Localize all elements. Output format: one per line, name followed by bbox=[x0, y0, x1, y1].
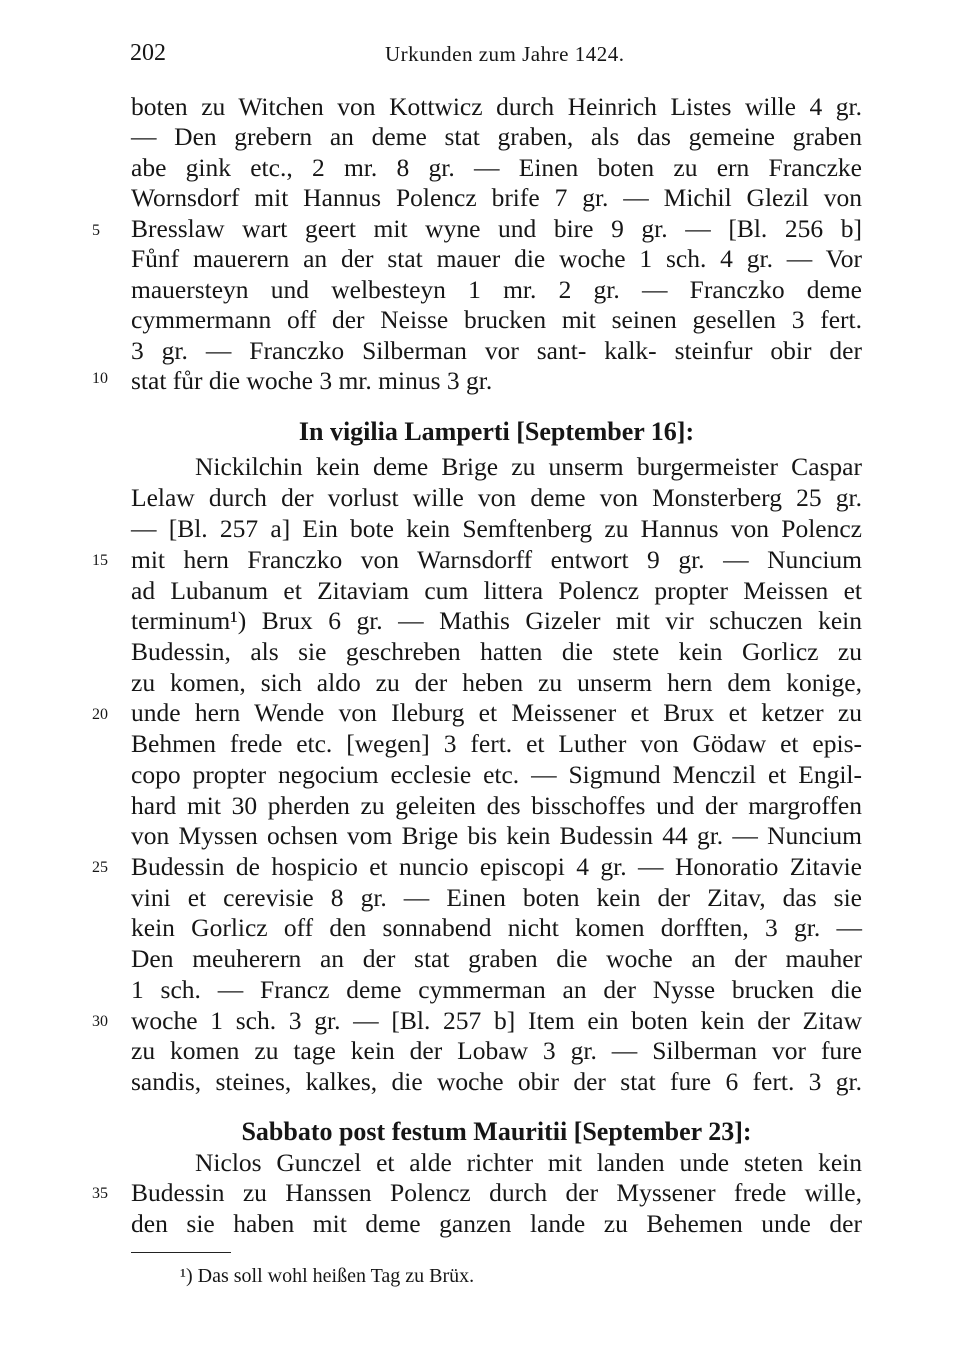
footnote: ¹) Das soll wohl heißen Tag zu Brüx. bbox=[180, 1265, 475, 1287]
page-number: 202 bbox=[130, 40, 166, 66]
margin-line-number: 20 bbox=[92, 706, 108, 723]
text-line: Wornsdorf mit Hannus Polencz brife 7 gr. — Michil Glezil von bbox=[131, 183, 862, 212]
text-line: unde hern Wende von Ileburg et Meissener et Brux et ketzer zu bbox=[131, 698, 862, 727]
text-line: copo propter negocium ecclesie etc. — Sigmund Menczil et Engil- bbox=[131, 760, 862, 789]
text-line: terminum¹) Brux 6 gr. — Mathis Gizeler mit vir schuczen kein bbox=[131, 606, 862, 635]
footnote-divider bbox=[131, 1252, 231, 1253]
text-line: abe gink etc., 2 mr. 8 gr. — Einen boten zu ern Franczke bbox=[131, 153, 862, 182]
text-line: — [Bl. 257 a] Ein bote kein Semftenberg zu Hannus von Polencz bbox=[131, 514, 862, 543]
text-line: Lelaw durch der vorlust wille von deme von Monsterberg 25 gr. bbox=[131, 483, 862, 512]
text-line: Budessin zu Hanssen Polencz durch der Myssener frede wille, bbox=[131, 1178, 862, 1207]
text-line: boten zu Witchen von Kottwicz durch Heinrich Listes wille 4 gr. bbox=[131, 92, 862, 121]
text-line: woche 1 sch. 3 gr. — [Bl. 257 b] Item ein boten kein der Zitaw bbox=[131, 1006, 862, 1035]
text-line: mit hern Franczko von Warnsdorff entwort 9 gr. — Nuncium bbox=[131, 545, 862, 574]
text-line: stat fůr die woche 3 mr. minus 3 gr. bbox=[131, 366, 493, 395]
text-line: kein Gorlicz off den sonnabend nicht komen dorfften, 3 gr. — bbox=[131, 913, 862, 942]
running-title: Urkunden zum Jahre 1424. bbox=[385, 42, 625, 66]
text-line: 3 gr. — Franczko Silberman vor sant- kalk- steinfur obir der bbox=[131, 336, 862, 365]
text-line: cymmermann off der Neisse brucken mit seinen gesellen 3 fert. bbox=[131, 305, 862, 334]
text-line: Niclos Gunczel et alde richter mit landen unde steten kein bbox=[195, 1148, 862, 1177]
text-line: zu komen, sich aldo zu der heben zu unserm hern dem konige, bbox=[131, 668, 862, 697]
margin-line-number: 10 bbox=[92, 370, 108, 387]
text-line: Bresslaw wart geert mit wyne und bire 9 gr. — [Bl. 256 b] bbox=[131, 214, 862, 243]
text-line: — Den grebern an deme stat graben, als das gemeine graben bbox=[131, 122, 862, 151]
text-line: Nickilchin kein deme Brige zu unserm burgermeister Caspar bbox=[195, 452, 862, 481]
section-heading: In vigilia Lamperti [September 16]: bbox=[298, 417, 695, 446]
text-line: Behmen frede etc. [wegen] 3 fert. et Luther von Gödaw et epis- bbox=[131, 729, 862, 758]
margin-line-number: 25 bbox=[92, 859, 108, 876]
text-line: vini et cerevisie 8 gr. — Einen boten kein der Zitav, das sie bbox=[131, 883, 862, 912]
text-line: Budessin de hospicio et nuncio episcopi 4 gr. — Honoratio Zitavie bbox=[131, 852, 862, 881]
margin-line-number: 15 bbox=[92, 552, 108, 569]
section-heading: Sabbato post festum Mauritii [September 23]: bbox=[241, 1117, 752, 1146]
text-line: zu komen zu tage kein der Lobaw 3 gr. — Silberman vor fure bbox=[131, 1036, 862, 1065]
margin-line-number: 30 bbox=[92, 1013, 108, 1030]
text-line: den sie haben mit deme ganzen lande zu Behemen unde der bbox=[131, 1209, 862, 1238]
text-line: von Myssen ochsen vom Brige bis kein Budessin 44 gr. — Nuncium bbox=[131, 821, 862, 850]
margin-line-number: 35 bbox=[92, 1185, 108, 1202]
text-line: Budessin, als sie geschreben hatten die stete kein Gorlicz zu bbox=[131, 637, 862, 666]
text-line: mauersteyn und welbesteyn 1 mr. 2 gr. — Franczko deme bbox=[131, 275, 862, 304]
text-line: hard mit 30 pherden zu geleiten des bisschoffes und der margroffen bbox=[131, 791, 862, 820]
margin-line-number: 5 bbox=[92, 222, 100, 239]
text-line: 1 sch. — Francz deme cymmerman an der Nysse brucken die bbox=[131, 975, 862, 1004]
text-line: sandis, steines, kalkes, die woche obir der stat fure 6 fert. 3 gr. bbox=[131, 1067, 862, 1096]
text-line: Fůnf mauerern an der stat mauer die woche 1 sch. 4 gr. — Vor bbox=[131, 244, 862, 273]
text-line: ad Lubanum et Zitaviam cum littera Polencz propter Meissen et bbox=[131, 576, 862, 605]
text-line: Den meuherern an der stat graben die woche an der mauher bbox=[131, 944, 862, 973]
